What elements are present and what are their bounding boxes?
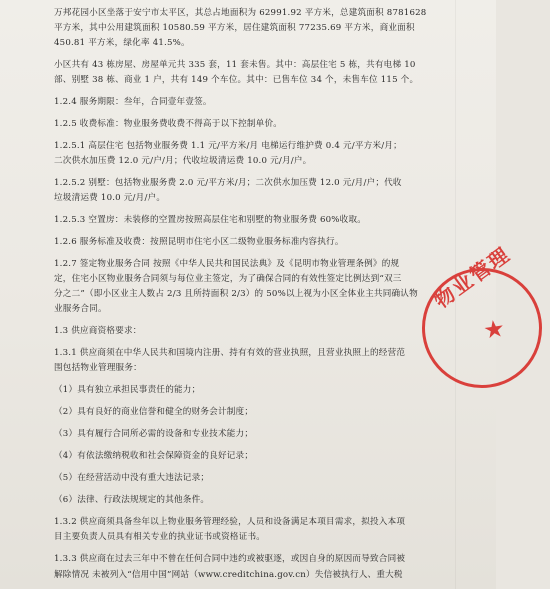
list-item-1: （1）具有独立承担民事责任的能力； [54,385,201,395]
list-item-6: （6）法律、行政法规规定的其他条件。 [54,495,210,505]
section-1-3: 1.3 供应商资格要求： [54,326,142,336]
text-line-3: 450.81 平方米，绿化率 41.5%。 [54,38,190,48]
text-line-15: 定，住宅小区物业服务合同须与每位业主签定，为了确保合同的有效性签定比例达到“双三 [54,274,402,284]
text-line-16: 分之二”（即小区业主人数占 2/3 且所持面积 2/3）的 50%以上视为小区全体业主共同确认物 [54,289,418,299]
text-line-20: 围包括物业管理服务： [54,363,142,373]
section-1-2-4: 1.2.4 服务期限：叁年，合同壹年壹签。 [54,97,212,107]
text-line-28: 目主要负责人员具有相关专业的执业证书或资格证书。 [54,532,266,542]
section-1-2-6: 1.2.6 服务标准及收费：按照昆明市住宅小区二级物业服务标准内容执行。 [54,237,344,247]
text-line-2: 平方米，其中公用建筑面积 10580.59 平方米，居住建筑面积 77235.69 平方米，商业面积 [54,23,415,33]
section-1-3-2: 1.3.2 供应商须具备叁年以上物业服务管理经验，人员和设备满足本项目需求，拟投入本项 [54,517,406,527]
section-1-2-5-1: 1.2.5.1 高层住宅 包括物业服务费 1.1 元/平方米/月 电梯运行维护费 0.4 元/平方米/月； [54,141,402,151]
text-line-9: 二次供水加压费 12.0 元/户/月；代收垃圾清运费 10.0 元/月/户。 [54,156,312,166]
company-seal-stamp [414,241,550,396]
text-line-4: 小区共有 43 栋房屋、房屋单元共 335 套，11 套未售。其中：高层住宅 5 栋，共有电梯 10 [54,60,416,70]
list-item-2: （2）具有良好的商业信誉和健全的财务会计制度； [54,407,254,417]
list-item-3: （3）具有履行合同所必需的设备和专业技术能力； [54,429,254,439]
text-line-11: 垃圾清运费 10.0 元/月/户。 [54,193,166,203]
text-line-5: 部、别墅 38 栋、商业 1 户，共有 149 个车位。其中：已售车位 34 个，未售车位 115 个。 [54,75,419,85]
text-line-17: 业服务合同。 [54,304,107,314]
section-1-2-5-3: 1.2.5.3 空置房：未装修的空置房按照高层住宅和别墅的物业服务费 60%收取。 [54,215,367,225]
section-1-2-7: 1.2.7 签定物业服务合同 按照《中华人民共和国民法典》及《昆明市物业管理条例》的规 [54,259,400,269]
section-1-2-5: 1.2.5 收费标准：物业服务费收费不得高于以下控制单价。 [54,119,283,129]
section-1-3-3: 1.3.3 供应商在过去三年中不曾在任何合同中违约或被驱逐，或因自身的原因而导致合同被 [54,554,406,564]
section-1-2-5-2: 1.2.5.2 别墅：包括物业服务费 2.0 元/平方米/月；二次供水加压费 12.0 元/月/户；代收 [54,178,402,188]
stamp-star-icon: ★ [481,313,507,345]
text-line-30: 解除情况 未被列入“信用中国”网站（www.creditchina.gov.cn）失信被执行人、重大税 [54,570,403,580]
list-item-4: （4）有依法缴纳税收和社会保障资金的良好记录； [54,451,254,461]
list-item-5: （5）在经营活动中没有重大违法记录； [54,473,210,483]
stamp-text: 物业管理 [429,241,515,313]
section-1-3-1: 1.3.1 供应商须在中华人民共和国境内注册、持有有效的营业执照，且营业执照上的经营范 [54,348,406,358]
text-line-1: 万邦花园小区坐落于安宁市太平区，其总占地面积为 62991.92 平方米，总建筑面积 8781628 [54,8,427,18]
